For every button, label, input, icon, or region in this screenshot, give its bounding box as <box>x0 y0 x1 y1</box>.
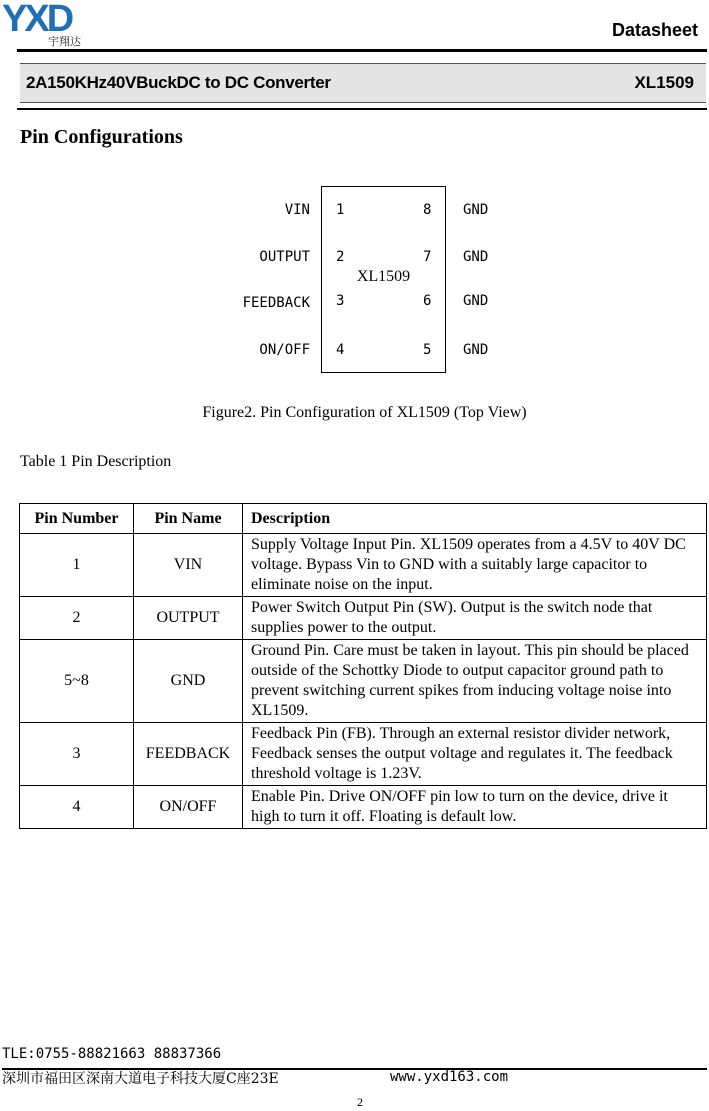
table-row <box>20 597 707 640</box>
pin-right-num: 5 <box>423 342 432 358</box>
pin-left-name: VIN <box>284 202 310 218</box>
header-pin-name: Pin Name <box>134 504 243 534</box>
logo-text: YXD <box>2 0 72 40</box>
cell-pin-number: 5~8 <box>20 640 134 723</box>
cell-pin-name: VIN <box>134 534 243 597</box>
header-rule <box>17 49 707 52</box>
title-bar <box>20 63 706 103</box>
cell-pin-name: OUTPUT <box>134 597 243 640</box>
cell-description: Feedback Pin (FB). Through an external resistor divider network, Feedback senses the output voltage and regulates it. The feedback threshold voltage is 1.23V. <box>243 723 707 786</box>
doc-type-label: Datasheet <box>611 20 698 40</box>
cell-description: Power Switch Output Pin (SW). Output is the switch node that supplies power to the output. <box>243 597 707 640</box>
pin-right-name: GND <box>463 293 489 309</box>
table-row <box>20 786 707 829</box>
cell-pin-number: 4 <box>20 786 134 829</box>
pin-left-name: FEEDBACK <box>242 295 310 311</box>
cell-description: Ground Pin. Care must be taken in layout. This pin should be placed outside of the Schottky Diode to output capacitor ground path to prevent switching current spikes from inducing voltage noise into XL1509. <box>243 640 707 723</box>
table-title: Table 1 Pin Description <box>20 453 172 470</box>
cell-description: Supply Voltage Input Pin. XL1509 operates from a 4.5V to 40V DC voltage. Bypass Vin to GND with a suitably large capacitor to eliminate noise on the input. <box>243 534 707 597</box>
title-rule <box>17 108 707 110</box>
pin-right-name: GND <box>463 342 489 358</box>
table-header-row <box>20 504 707 534</box>
pin-left-name: ON/OFF <box>259 342 310 358</box>
table-row <box>20 534 707 597</box>
company-logo <box>2 0 102 50</box>
cell-pin-name: FEEDBACK <box>134 723 243 786</box>
cell-pin-number: 3 <box>20 723 134 786</box>
pin-left-num: 2 <box>336 249 345 265</box>
pin-right-num: 7 <box>423 249 432 265</box>
pin-left-name: OUTPUT <box>259 249 310 265</box>
pin-right-num: 8 <box>423 202 432 218</box>
footer-phone: TLE:0755-88821663 88837366 <box>2 1046 222 1062</box>
figure-caption: Figure2. Pin Configuration of XL1509 (Top View) <box>202 404 527 421</box>
pin-right-name: GND <box>463 202 489 218</box>
logo-subtitle: 宇翔达 <box>48 35 81 48</box>
pin-left-num: 4 <box>336 342 345 358</box>
cell-description: Enable Pin. Drive ON/OFF pin low to turn on the device, drive it high to turn it off. Floating is default low. <box>243 786 707 829</box>
part-number: XL1509 <box>634 73 694 92</box>
pin-description-table <box>19 503 707 829</box>
cell-pin-name: ON/OFF <box>134 786 243 829</box>
header-description: Description <box>243 504 707 534</box>
cell-pin-name: GND <box>134 640 243 723</box>
pin-left-num: 3 <box>336 293 345 309</box>
pin-left-num: 1 <box>336 202 345 218</box>
footer-address: 深圳市福田区深南大道电子科技大厦C座23E <box>2 1071 279 1087</box>
footer-website: www.yxd163.com <box>390 1069 509 1085</box>
pin-right-num: 6 <box>423 293 432 309</box>
chip-label: XL1509 <box>356 268 411 285</box>
cell-pin-number: 1 <box>20 534 134 597</box>
cell-pin-number: 2 <box>20 597 134 640</box>
doc-title: 2A150KHz40VBuckDC to DC Converter <box>26 73 331 92</box>
header-pin-number: Pin Number <box>20 504 134 534</box>
table-row <box>20 723 707 786</box>
section-title: Pin Configurations <box>20 126 183 148</box>
page-number: 2 <box>357 1095 363 1109</box>
table-row <box>20 640 707 723</box>
pin-right-name: GND <box>463 249 489 265</box>
